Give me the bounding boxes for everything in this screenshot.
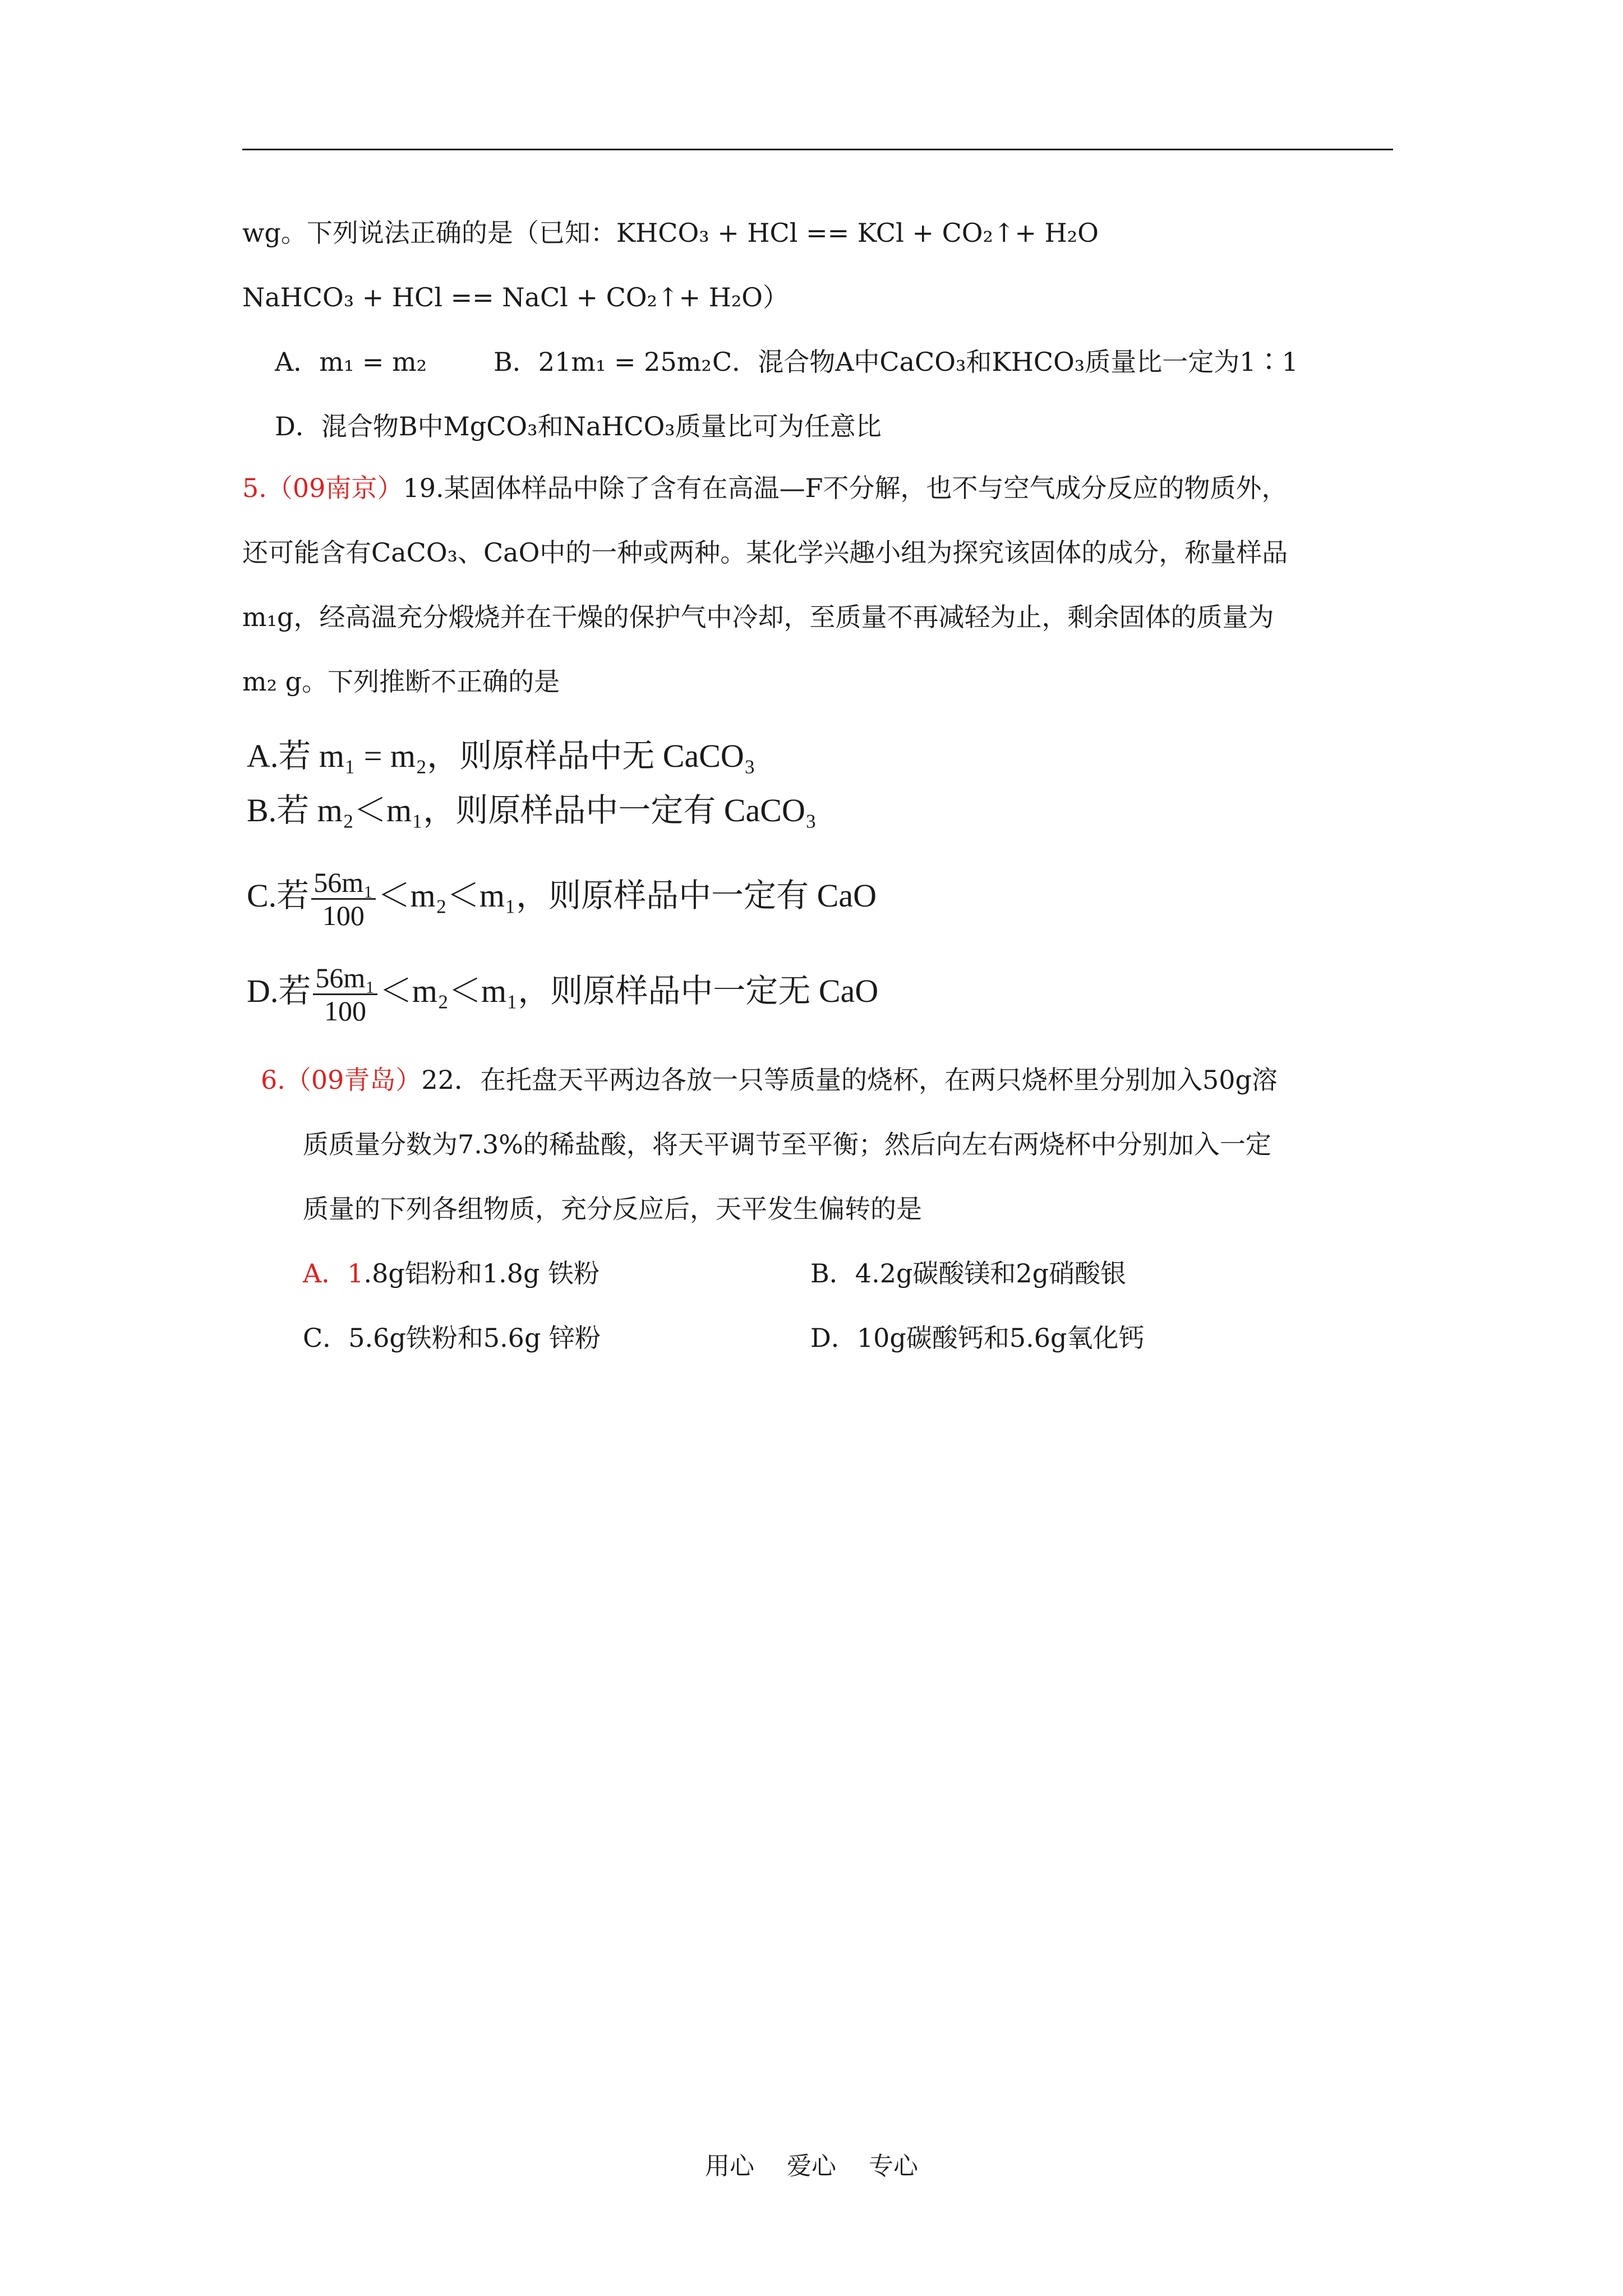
- page-footer: 用心 爱心 专心: [705, 2152, 918, 2180]
- question-6-source-tag: 6.（09青岛）: [261, 1065, 422, 1095]
- question-5-stem-line-4: m₂ g。下列推断不正确的是: [242, 666, 560, 697]
- question-5-option-c: [247, 867, 877, 931]
- fraction-denominator: 100: [322, 900, 365, 931]
- prev-option-c: C．混合物A中CaCO₃和KHCO₃质量比一定为1∶1: [712, 347, 1298, 377]
- prev-question-line-2: NaHCO₃ + HCl == NaCl + CO₂↑+ H₂O）: [242, 282, 789, 312]
- fraction-numerator: 56m₁: [311, 867, 375, 900]
- question-6-stem-line-3: 质量的下列各组物质，充分反应后，天平发生偏转的是: [303, 1194, 922, 1224]
- question-5-option-d: [247, 962, 878, 1027]
- fraction-56m1-over-100: [311, 867, 375, 931]
- question-5-option-b: B.若 m₂＜m₁，则原样品中一定有 CaCO₃: [247, 792, 817, 829]
- question-5-stem-line-2: 还可能含有CaCO₃、CaO中的一种或两种。某化学兴趣小组为探究该固体的成分，称量样品: [242, 537, 1288, 568]
- question-6-option-d: D．10g碳酸钙和5.6g氧化钙: [810, 1323, 1145, 1353]
- question-6-option-b: B．4.2g碳酸镁和2g硝酸银: [810, 1258, 1127, 1289]
- question-5-stem-line-1: [242, 471, 1288, 505]
- fraction-56m1-over-100: [313, 962, 377, 1027]
- option-d-prefix: D.若: [247, 972, 311, 1009]
- question-5-option-a: A.若 m₁ = m₂，则原样品中无 CaCO₃: [247, 738, 755, 774]
- question-6-stem-line-2: 质质量分数为7.3%的稀盐酸，将天平调节至平衡；然后向左右两烧杯中分别加入一定: [303, 1129, 1271, 1159]
- question-5-source-tag: 5.（09南京）: [242, 473, 403, 503]
- option-c-prefix: C.若: [247, 877, 310, 914]
- prev-option-a: A．m₁ = m₂: [275, 347, 427, 377]
- option-c-suffix: ＜m₂＜m₁，则原样品中一定有 CaO: [377, 877, 877, 914]
- question-5-stem-line-3: m₁g，经高温充分煅烧并在干燥的保护气中冷却，至质量不再减轻为止，剩余固体的质量为: [242, 602, 1274, 632]
- prev-option-b: B．21m₁ = 25m₂: [494, 347, 712, 377]
- question-6-option-c: C．5.6g铁粉和5.6g 锌粉: [303, 1323, 601, 1353]
- fraction-denominator: 100: [324, 995, 367, 1027]
- option-d-suffix: ＜m₂＜m₁，则原样品中一定无 CaO: [379, 972, 879, 1009]
- header-rule: [242, 149, 1393, 150]
- prev-option-d: D．混合物B中MgCO₃和NaHCO₃质量比可为任意比: [275, 411, 882, 441]
- question-6-option-a-text: .8g铝粉和1.8g 铁粉: [363, 1258, 600, 1289]
- question-6-option-a: [303, 1257, 600, 1290]
- question-5-text-1: 19.某固体样品中除了含有在高温—F不分解，也不与空气成分反应的物质外，: [403, 473, 1288, 503]
- question-6-text-1: 22．在托盘天平两边各放一只等质量的烧杯，在两只烧杯里分别加入50g溶: [421, 1065, 1278, 1095]
- prev-question-line-1: wg。下列说法正确的是（已知：KHCO₃ + HCl == KCl + CO₂↑+ H₂O: [242, 218, 1099, 248]
- question-6-option-a-letter: A．1: [303, 1258, 364, 1289]
- fraction-numerator: 56m₁: [313, 962, 377, 995]
- question-6-stem-line-1: [261, 1063, 1278, 1097]
